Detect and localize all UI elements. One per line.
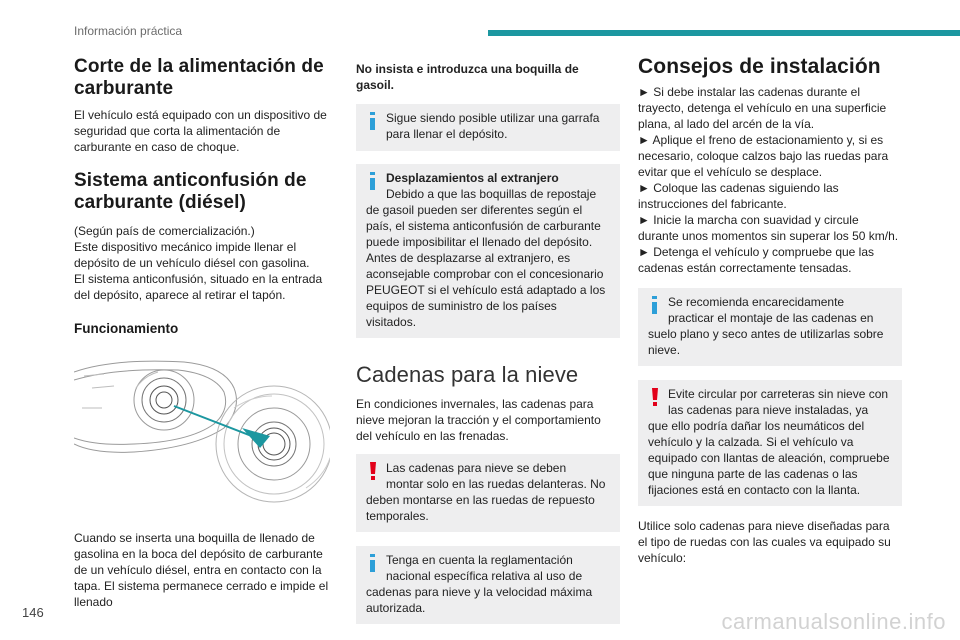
warning-front-line-2: montar solo en las ruedas delanteras. No (386, 477, 606, 491)
warning-roads-line-1: Evite circular por carreteras sin nieve con (668, 387, 889, 401)
heading-operation: Funcionamiento (74, 321, 179, 336)
warning-front-body: deben montarse en las ruedas de repuesto temporales. (366, 493, 595, 523)
note-regulations-line-1: Tenga en cuenta la reglamentación (386, 553, 573, 567)
info-icon (366, 112, 380, 130)
warning-roads-body: que ello podría dañar los neumáticos del vehículo y la calzada. Si el vehículo va equipado con llantas de aleación, compruebe que ninguna parte de las cadenas o las fijaciones está en contacto con la llanta. (648, 419, 890, 497)
warning-roads-line-2: las cadenas para nieve instaladas, ya (668, 403, 869, 417)
warning-note-no-snow-roads (638, 380, 902, 506)
note-abroad-body: de gasoil pueden ser diferentes según el país, el sistema anticonfusión de carburante puede imposibilitar el llenado del depósito. Antes de desplazarse al extranjero, es aconsejable comprobar con el concesionario PEUGEOT si el vehículo está adaptado a los equipos de suministro de los países visitados. (366, 203, 606, 329)
note-practice-line-2: practicar el montaje de las cadenas en (668, 311, 874, 325)
note-practice-body: suelo plano y seco antes de utilizarlas sobre nieve. (648, 327, 884, 357)
note-abroad-title: Desplazamientos al extranjero (386, 171, 559, 185)
info-note-practice (638, 288, 902, 366)
heading-installation-tips: Consejos de instalación (638, 55, 881, 78)
note-practice-line-1: Se recomienda encarecidamente (668, 295, 845, 309)
install-step: ► Si debe instalar las cadenas durante el trayecto, detenga el vehículo en una superficie plana, al lado del arcén de la vía. (638, 85, 887, 131)
warning-icon (648, 388, 662, 406)
installation-steps (638, 84, 902, 276)
section-label: Información práctica (74, 24, 183, 38)
column-2 (356, 56, 620, 624)
install-step: ► Aplique el freno de estacionamiento y, si es necesario, coloque calzos bajo las ruedas para evitar que el vehículo se desplace. (638, 133, 889, 179)
heading-fuel-cut: Corte de la alimentación de carburante (74, 56, 324, 99)
column-3 (638, 56, 902, 566)
fuel-filler-illustration (74, 348, 330, 508)
install-step: ► Detenga el vehículo y compruebe que las cadenas están correctamente tensadas. (638, 245, 875, 275)
text-operation: Cuando se inserta una boquilla de llenado de gasolina en la boca del depósito de carburante de un vehículo diésel, entra en contacto con la tapa. El sistema permanece cerrado e impide el llenado (74, 531, 329, 609)
info-note-abroad (356, 164, 620, 338)
info-note-regulations (356, 546, 620, 624)
info-icon (366, 554, 380, 572)
info-note-jerrycan (356, 104, 620, 151)
column-1 (74, 56, 330, 610)
note-jerrycan-text: Sigue siendo posible utilizar una garrafa para llenar el depósito. (386, 111, 600, 141)
info-icon (648, 296, 662, 314)
text-insist: No insista e introduzca una boquilla de gasoil. (356, 62, 579, 92)
warning-icon (366, 462, 380, 480)
text-use-chains: Utilice solo cadenas para nieve diseñadas para el tipo de ruedas con las cuales va equipado su vehículo: (638, 519, 891, 565)
note-regulations-body: cadenas para nieve y la velocidad máxima autorizada. (366, 585, 593, 615)
text-snow-chains: En condiciones invernales, las cadenas para nieve mejoran la tracción y el comportamiento del vehículo en las frenadas. (356, 397, 601, 443)
fuel-filler-drawing (74, 348, 330, 508)
text-fuel-cut: El vehículo está equipado con un dispositivo de seguridad que corta la alimentación de carburante en caso de choque. (74, 108, 327, 154)
warning-note-front-wheels (356, 454, 620, 532)
page-number: 146 (22, 605, 44, 620)
header-accent-bar (488, 30, 960, 36)
text-misfuel-system: (Según país de comercialización.) Este dispositivo mecánico impide llenar el depósito de un vehículo diésel con gasolina. El sistema anticonfusión, situado en la entrada del depósito, aparece al retirar el tapón. (74, 224, 323, 302)
note-abroad-first-line: Debido a que las boquillas de repostaje (386, 187, 597, 201)
info-icon (366, 172, 380, 190)
heading-misfuel-system: Sistema anticonfusión de carburante (diésel) (74, 170, 307, 213)
warning-front-line-1: Las cadenas para nieve se deben (386, 461, 567, 475)
watermark: carmanualsonline.info (721, 609, 946, 634)
heading-snow-chains: Cadenas para la nieve (356, 362, 579, 387)
install-step: ► Inicie la marcha con suavidad y circule durante unos momentos sin superar los 50 km/h. (638, 213, 899, 243)
note-regulations-line-2: nacional específica relativa al uso de (386, 569, 583, 583)
install-step: ► Coloque las cadenas siguiendo las instrucciones del fabricante. (638, 181, 839, 211)
